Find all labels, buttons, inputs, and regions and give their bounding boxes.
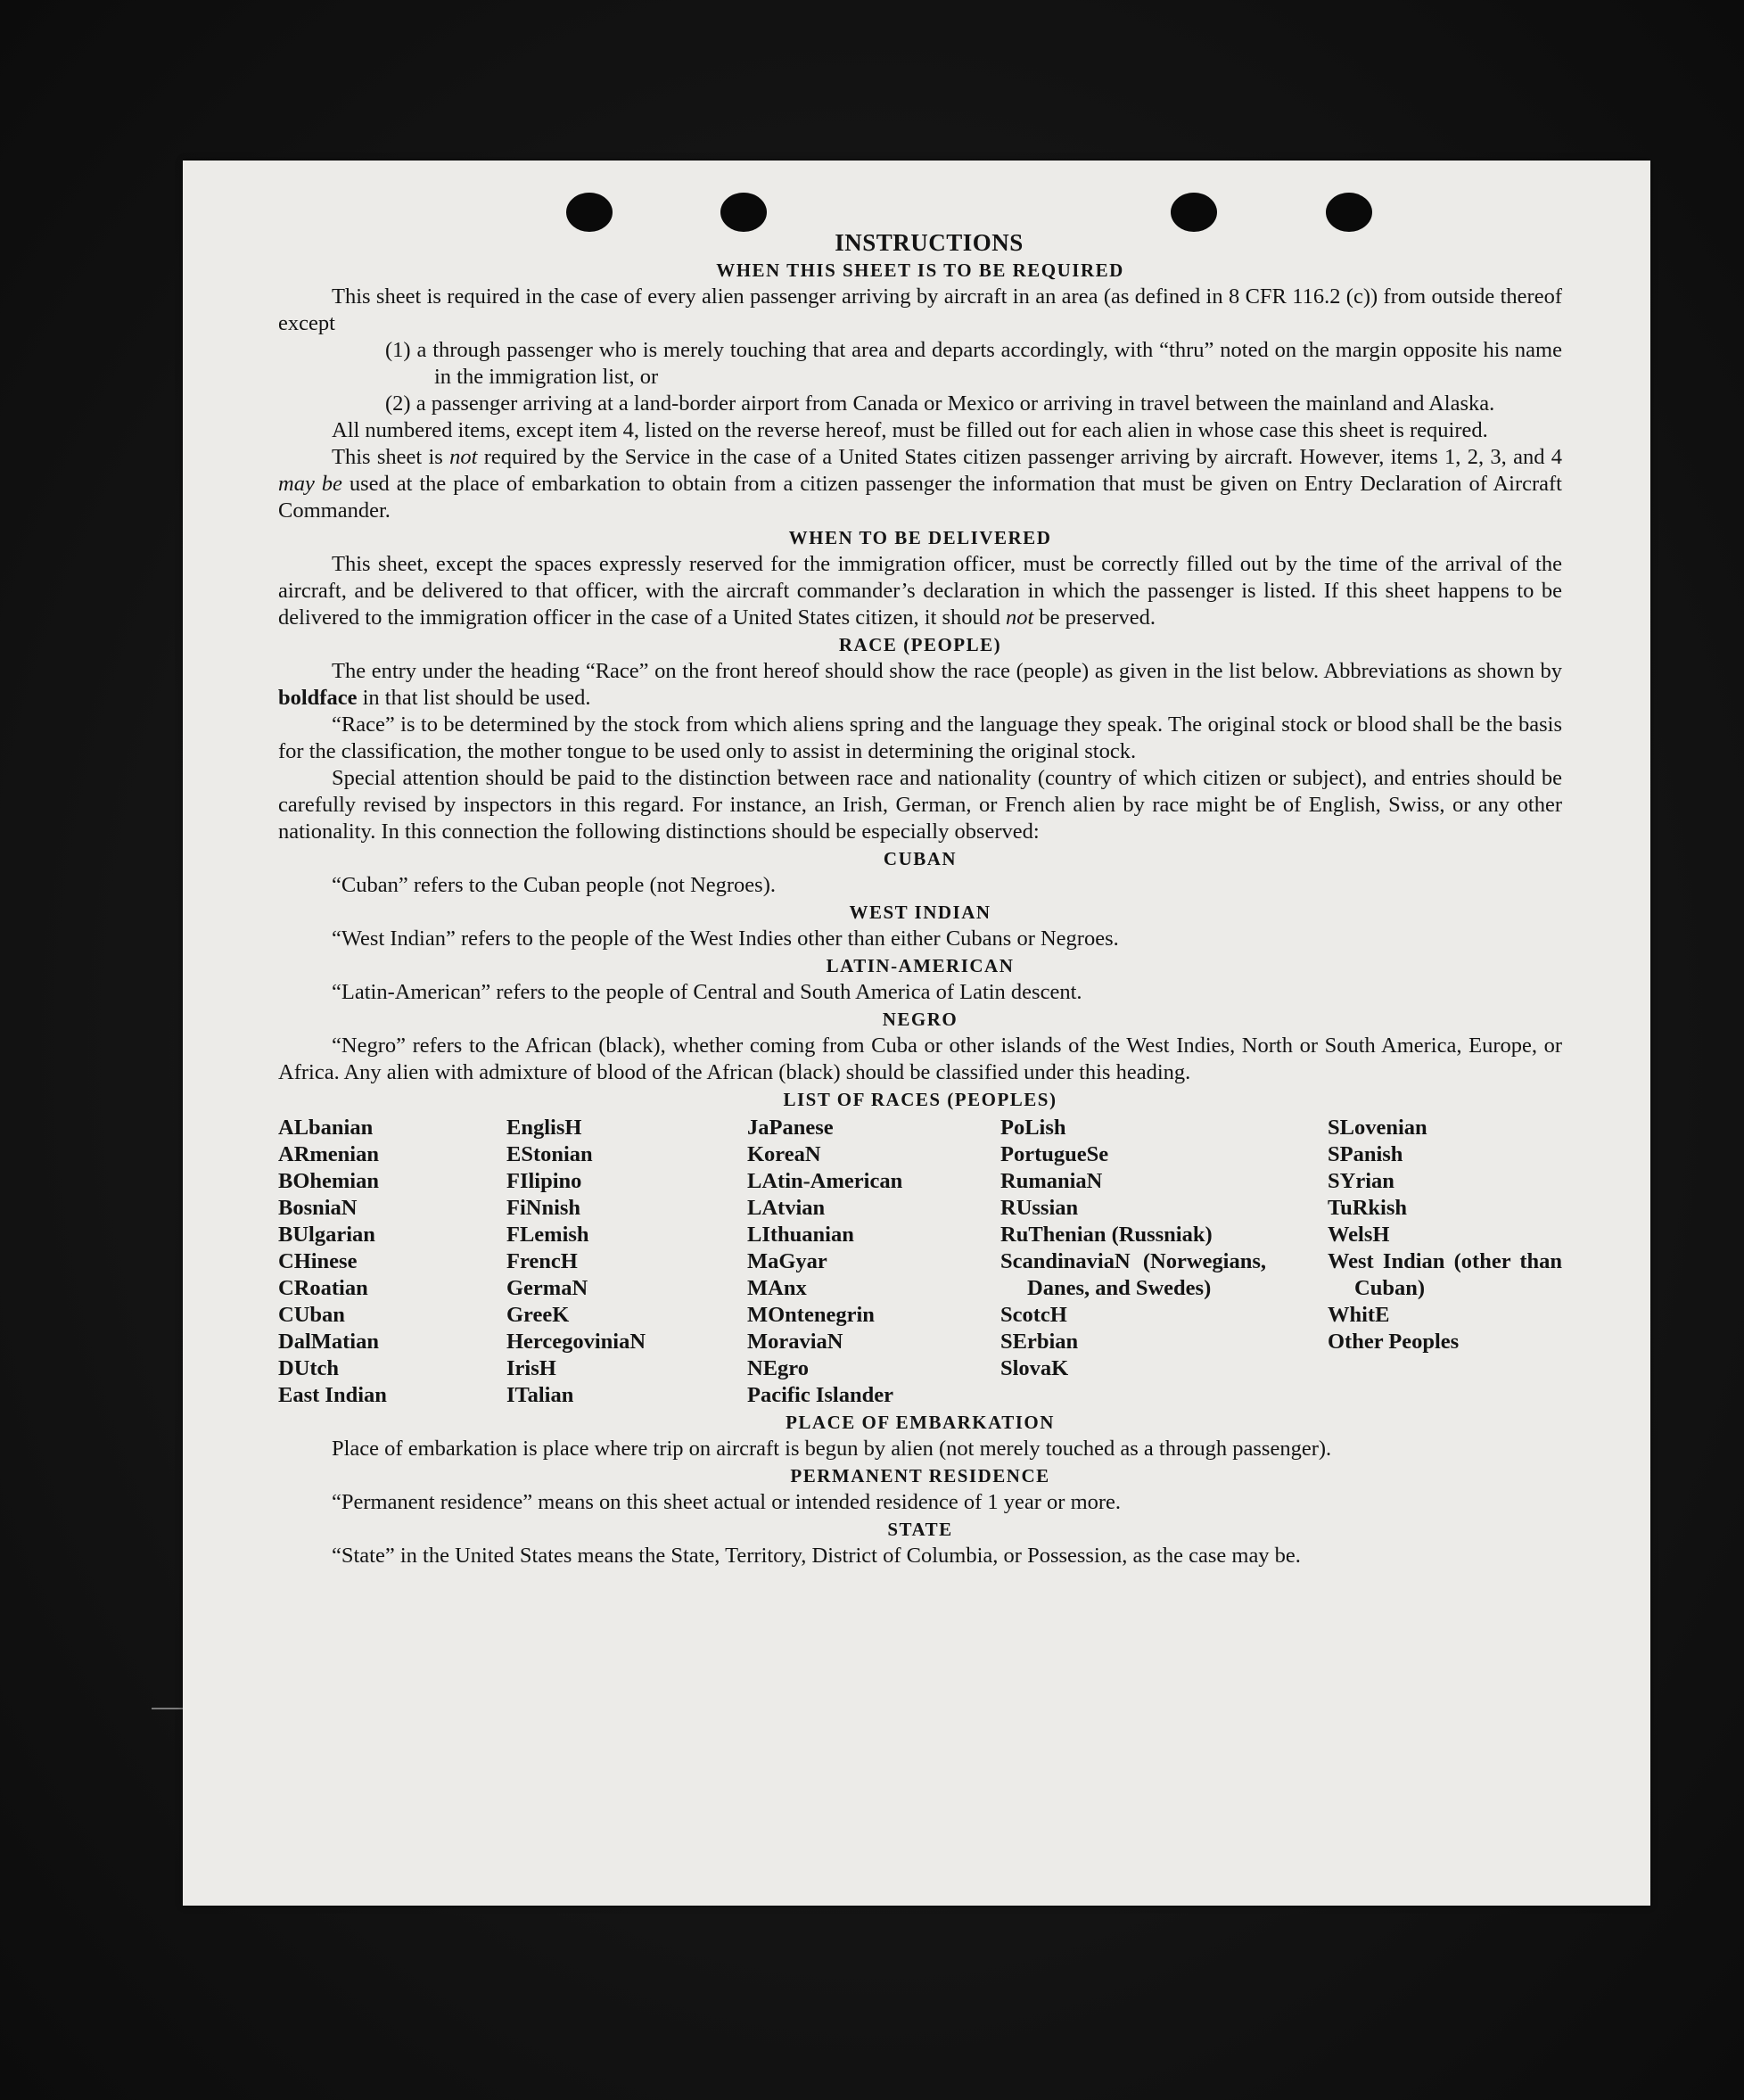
embarkation-text: Place of embarkation is place where trip on aircraft is begun by alien (not merely touched as a through passenger). (332, 1437, 1332, 1461)
race-item: BUlgarian (278, 1223, 375, 1247)
race-column (278, 1115, 483, 1409)
race-item: DUtch (278, 1356, 340, 1380)
emphasis-text: not (449, 445, 478, 469)
punch-hole (1326, 193, 1372, 232)
heading-when-required: WHEN THIS SHEET IS TO BE REQUIRED (716, 259, 1124, 281)
text-run: be preserved. (1033, 605, 1156, 630)
required-item-2: (2) a passenger arriving at a land-border airport from Canada or Mexico or arriving in travel between the mainland and Alaska. (385, 391, 1495, 416)
race-item: LAtin-American (747, 1169, 903, 1193)
race-item: West Indian (other than Cuban) (1328, 1249, 1562, 1300)
race-item: WhitE (1328, 1303, 1390, 1327)
race-column (1328, 1115, 1562, 1355)
race-item: SPanish (1328, 1142, 1403, 1166)
race-item: FiNnish (506, 1196, 581, 1220)
west-indian-text: “West Indian” refers to the people of the West Indies other than either Cubans or Negroes. (332, 926, 1119, 951)
race-item: MOntenegrin (747, 1303, 875, 1327)
residence-text: “Permanent residence” means on this sheet actual or intended residence of 1 year or more. (332, 1490, 1122, 1514)
race-item: ScandinaviaN (Norwegians, Danes, and Swedes) (1000, 1249, 1266, 1300)
race-item: SYrian (1328, 1169, 1394, 1193)
heading-cuban: CUBAN (883, 848, 958, 869)
race-paragraph-2: “Race” is to be determined by the stock from which aliens spring and the language they speak. The original stock or blood shall be the basis for the classification, the mother tongue to be used only to assist in determining the original stock. (278, 712, 1562, 763)
race-item: FLemish (506, 1223, 589, 1247)
race-item: RUssian (1000, 1196, 1079, 1220)
delivered-paragraph (278, 551, 1562, 631)
heading-place-of-embarkation: PLACE OF EMBARKATION (786, 1412, 1055, 1433)
state-text: “State” in the United States means the State, Territory, District of Columbia, or Possession, as the case may be. (332, 1544, 1301, 1568)
punch-hole (720, 193, 767, 232)
race-item: SlovaK (1000, 1356, 1069, 1380)
race-item: RuThenian (Russniak) (1000, 1223, 1213, 1247)
race-paragraph-3: Special attention should be paid to the distinction between race and nationality (country of which citizen or subject), and entries should be carefully revised by inspectors in this regard. For instance, an Irish, German, or French alien by race might be of English, Swiss, or any other nationality. In this connection the following distinctions should be especially observed: (278, 766, 1562, 844)
race-item: East Indian (278, 1383, 387, 1407)
race-item: ScotcH (1000, 1303, 1067, 1327)
race-item: MoraviaN (747, 1330, 843, 1354)
race-item: CUban (278, 1303, 345, 1327)
race-item: SLovenian (1328, 1116, 1427, 1140)
race-list (278, 1115, 1562, 1409)
race-item: NEgro (747, 1356, 809, 1380)
heading-state: STATE (887, 1519, 953, 1540)
required-intro: This sheet is required in the case of every alien passenger arriving by aircraft in an area (as defined in 8 CFR 116.2 (c)) from outside thereof except (278, 284, 1562, 335)
heading-negro: NEGRO (882, 1009, 958, 1030)
emphasis-text: may be (278, 472, 342, 496)
text-run: This sheet, except the spaces expressly reserved for the immigration officer, must be correctly filled out by the time of the arrival of the aircraft, and be delivered to that officer, with the aircraft commander’s declaration in which the passenger is listed. If this sheet happens to be delivered to the immigration officer in the case of a United States citizen, it should (278, 552, 1562, 630)
race-item: Other Peoples (1328, 1330, 1460, 1354)
race-column (506, 1115, 729, 1409)
race-item: MAnx (747, 1276, 807, 1300)
race-item: IrisH (506, 1356, 556, 1380)
text-run: required by the Service in the case of a United States citizen passenger arriving by aircraft. However, items 1, 2, 3, and 4 (477, 445, 1562, 469)
heading-race: RACE (PEOPLE) (838, 634, 1002, 655)
heading-latin-american: LATIN-AMERICAN (826, 955, 1015, 976)
heading-west-indian: WEST INDIAN (849, 902, 991, 923)
race-item: LAtvian (747, 1196, 826, 1220)
race-item: DalMatian (278, 1330, 379, 1354)
text-run: used at the place of embarkation to obtain from a citizen passenger the information that must be given on Entry Declaration of Aircraft Commander. (278, 472, 1562, 523)
text-run: This sheet is (332, 445, 450, 469)
race-item: JaPanese (747, 1116, 834, 1140)
page-title: INSTRUCTIONS (835, 229, 1024, 256)
race-item: BosniaN (278, 1196, 358, 1220)
required-item-1: (1) a through passenger who is merely touching that area and departs accordingly, with “thru” noted on the margin opposite his name in the immigration list, or (385, 338, 1562, 389)
race-item: BOhemian (278, 1169, 379, 1193)
race-paragraph-1 (278, 658, 1562, 712)
sheet-content (278, 228, 1562, 1569)
latin-american-text: “Latin-American” refers to the people of Central and South America of Latin descent. (332, 980, 1082, 1004)
race-item: RumaniaN (1000, 1169, 1103, 1193)
race-item: MaGyar (747, 1249, 827, 1273)
race-item: FrencH (506, 1249, 578, 1273)
race-item: FIlipino (506, 1169, 582, 1193)
race-item: SErbian (1000, 1330, 1079, 1354)
race-item: EnglisH (506, 1116, 582, 1140)
text-run: The entry under the heading “Race” on the front hereof should show the race (people) as given in the list below. Abbreviations as shown by (332, 659, 1562, 683)
race-item: KoreaN (747, 1142, 821, 1166)
race-item: ARmenian (278, 1142, 379, 1166)
punch-hole (1171, 193, 1217, 232)
race-item: CHinese (278, 1249, 358, 1273)
heading-when-delivered: WHEN TO BE DELIVERED (788, 527, 1052, 548)
race-item: PortugueSe (1000, 1142, 1109, 1166)
race-column (747, 1115, 979, 1409)
heading-list-of-races: LIST OF RACES (PEOPLES) (783, 1089, 1057, 1110)
race-item: GreeK (506, 1303, 570, 1327)
race-item: LIthuanian (747, 1223, 854, 1247)
race-item: EStonian (506, 1142, 593, 1166)
race-item: CRoatian (278, 1276, 368, 1300)
race-item: ALbanian (278, 1116, 374, 1140)
race-item: WelsH (1328, 1223, 1390, 1247)
race-item: TuRkish (1328, 1196, 1408, 1220)
heading-permanent-residence: PERMANENT RESIDENCE (790, 1465, 1050, 1486)
emphasis-text: not (1005, 605, 1034, 630)
instruction-sheet (183, 161, 1650, 1906)
negro-text: “Negro” refers to the African (black), whether coming from Cuba or other islands of the West Indies, North or South America, Europe, or Africa. Any alien with admixture of blood of the African (black) should be classified under this heading. (278, 1034, 1562, 1084)
cuban-text: “Cuban” refers to the Cuban people (not Negroes). (332, 873, 776, 897)
race-item: Pacific Islander (747, 1383, 893, 1407)
race-item: PoLish (1000, 1116, 1066, 1140)
text-run: in that list should be used. (357, 686, 591, 710)
punch-hole (566, 193, 613, 232)
race-item: GermaN (506, 1276, 588, 1300)
race-item: ITalian (506, 1383, 574, 1407)
required-paragraph-2: All numbered items, except item 4, listed on the reverse hereof, must be filled out for each alien in whose case this sheet is required. (332, 418, 1488, 442)
race-item: HercegoviniaN (506, 1330, 646, 1354)
scan-mark (152, 1708, 187, 1709)
race-column (1000, 1115, 1266, 1382)
required-paragraph-3 (278, 444, 1562, 524)
bold-text: boldface (278, 686, 358, 710)
